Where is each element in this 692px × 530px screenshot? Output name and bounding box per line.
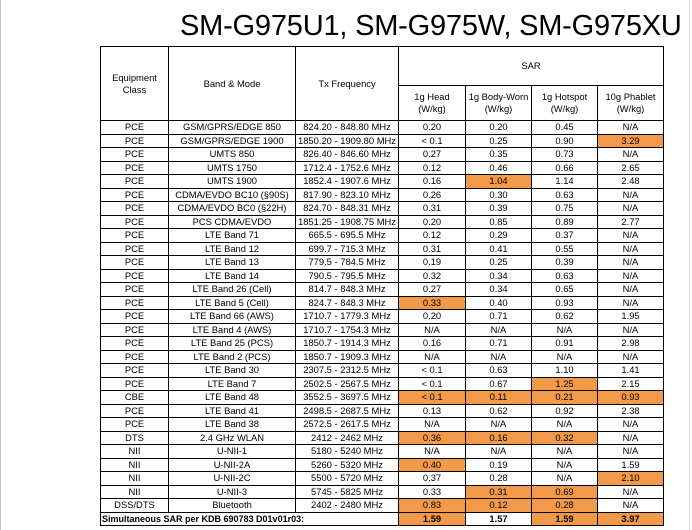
- table-row: [101, 445, 664, 459]
- hotspot-sar-cell: N/A: [532, 472, 598, 486]
- head-sar-cell: 0.83: [399, 499, 466, 513]
- head-sar-cell: N/A: [399, 418, 466, 432]
- head-sar-cell: 0.20: [399, 310, 466, 324]
- tx-frequency-cell: 1710.7 - 1779.3 MHz: [296, 310, 399, 324]
- body-worn-sar-cell: 0.31: [466, 485, 532, 499]
- equipment-class-cell: PCE: [101, 134, 169, 148]
- equipment-class-cell: PCE: [101, 296, 169, 310]
- tx-frequency-cell: 1850.7 - 1909.3 MHz: [296, 350, 399, 364]
- tx-frequency-cell: 824.70 - 848.31 MHz: [296, 202, 399, 216]
- equipment-class-cell: PCE: [101, 188, 169, 202]
- head-sar-cell: 0.31: [399, 242, 466, 256]
- table-row: [101, 404, 664, 418]
- hotspot-sar-cell: 0.75: [532, 202, 598, 216]
- page-right-edge: [689, 0, 690, 530]
- hotspot-sar-cell: 0.37: [532, 229, 598, 243]
- band-mode-cell: CDMA/EVDO BC10 (§90S): [169, 188, 296, 202]
- table-row: [101, 296, 664, 310]
- phablet-sar-cell: N/A: [598, 485, 664, 499]
- head-sar-cell: 0.33: [399, 485, 466, 499]
- hotspot-sar-cell: N/A: [532, 350, 598, 364]
- band-mode-cell: U-NII-1: [169, 445, 296, 459]
- phablet-sar-cell: 2.15: [598, 377, 664, 391]
- tx-frequency-cell: 779.5 - 784.5 MHz: [296, 256, 399, 270]
- phablet-sar-cell: 2.38: [598, 404, 664, 418]
- phablet-sar-cell: N/A: [598, 499, 664, 513]
- band-mode-cell: UMTS 1900: [169, 175, 296, 189]
- body-worn-sar-cell: 0.67: [466, 377, 532, 391]
- phablet-sar-cell: N/A: [598, 418, 664, 432]
- tx-frequency-cell: 1712.4 - 1752.6 MHz: [296, 161, 399, 175]
- tx-frequency-cell: 1852.4 - 1907.6 MHz: [296, 175, 399, 189]
- table-row: [101, 310, 664, 324]
- equipment-class-cell: PCE: [101, 229, 169, 243]
- equipment-class-cell: PCE: [101, 418, 169, 432]
- total-body-worn-sar-cell: 1.57: [466, 512, 532, 526]
- hotspot-sar-cell: 0.39: [532, 256, 598, 270]
- equipment-class-cell: PCE: [101, 269, 169, 283]
- band-mode-cell: CDMA/EVDO BC0 (§22H): [169, 202, 296, 216]
- table-row: [101, 256, 664, 270]
- equipment-class-cell: NII: [101, 472, 169, 486]
- band-mode-cell: LTE Band 7: [169, 377, 296, 391]
- hotspot-sar-cell: 0.66: [532, 161, 598, 175]
- hotspot-sar-cell: 0.69: [532, 485, 598, 499]
- band-mode-cell: UMTS 850: [169, 148, 296, 162]
- body-worn-sar-cell: 0.30: [466, 188, 532, 202]
- header-band-mode: Band & Mode: [169, 47, 296, 121]
- body-worn-sar-cell: 0.11: [466, 391, 532, 405]
- equipment-class-cell: PCE: [101, 175, 169, 189]
- band-mode-cell: LTE Band 66 (AWS): [169, 310, 296, 324]
- equipment-class-cell: DTS: [101, 431, 169, 445]
- tx-frequency-cell: 826.40 - 846.60 MHz: [296, 148, 399, 162]
- head-sar-cell: 0.37: [399, 472, 466, 486]
- table-row: [101, 121, 664, 135]
- head-sar-cell: 0.36: [399, 431, 466, 445]
- sar-table: [100, 46, 664, 526]
- head-sar-cell: 0.12: [399, 161, 466, 175]
- equipment-class-cell: PCE: [101, 121, 169, 135]
- body-worn-sar-cell: 0.35: [466, 148, 532, 162]
- head-sar-cell: 0.26: [399, 188, 466, 202]
- header-sar: SAR: [399, 47, 664, 86]
- body-worn-sar-cell: 0.71: [466, 337, 532, 351]
- tx-frequency-cell: 3552.5 - 3697.5 MHz: [296, 391, 399, 405]
- band-mode-cell: U-NII-2A: [169, 458, 296, 472]
- hotspot-sar-cell: 0.91: [532, 337, 598, 351]
- tx-frequency-cell: 1850.20 - 1909.80 MHz: [296, 134, 399, 148]
- equipment-class-cell: PCE: [101, 256, 169, 270]
- total-hotspot-sar-cell: 1.59: [532, 512, 598, 526]
- body-worn-sar-cell: 1.04: [466, 175, 532, 189]
- table-row: [101, 175, 664, 189]
- head-sar-cell: < 0.1: [399, 377, 466, 391]
- hotspot-sar-cell: N/A: [532, 458, 598, 472]
- phablet-sar-cell: 1.59: [598, 458, 664, 472]
- table-row: [101, 485, 664, 499]
- hotspot-sar-cell: 0.63: [532, 269, 598, 283]
- body-worn-sar-cell: N/A: [466, 418, 532, 432]
- phablet-sar-cell: 1.41: [598, 364, 664, 378]
- table-row: [101, 188, 664, 202]
- hotspot-sar-cell: N/A: [532, 418, 598, 432]
- phablet-sar-cell: 2.65: [598, 161, 664, 175]
- tx-frequency-cell: 817.90 - 823.10 MHz: [296, 188, 399, 202]
- head-sar-cell: N/A: [399, 323, 466, 337]
- document-title: SM-G975U1, SM-G975W, SM-G975XU: [180, 10, 682, 42]
- tx-frequency-cell: 1851.25 - 1908.75 MHz: [296, 215, 399, 229]
- phablet-sar-cell: N/A: [598, 350, 664, 364]
- band-mode-cell: GSM/GPRS/EDGE 1900: [169, 134, 296, 148]
- header-1g-head: 1g Head (W/kg): [399, 86, 466, 121]
- band-mode-cell: LTE Band 5 (Cell): [169, 296, 296, 310]
- table-row: [101, 337, 664, 351]
- tx-frequency-cell: 5260 - 5320 MHz: [296, 458, 399, 472]
- tx-frequency-cell: 5500 - 5720 MHz: [296, 472, 399, 486]
- body-worn-sar-cell: 0.46: [466, 161, 532, 175]
- body-worn-sar-cell: 0.34: [466, 269, 532, 283]
- head-sar-cell: < 0.1: [399, 391, 466, 405]
- band-mode-cell: LTE Band 2 (PCS): [169, 350, 296, 364]
- band-mode-cell: 2.4 GHz WLAN: [169, 431, 296, 445]
- phablet-sar-cell: 1.95: [598, 310, 664, 324]
- head-sar-cell: 0.32: [399, 269, 466, 283]
- band-mode-cell: PCS CDMA/EVDO: [169, 215, 296, 229]
- equipment-class-cell: PCE: [101, 242, 169, 256]
- tx-frequency-cell: 1710.7 - 1754.3 MHz: [296, 323, 399, 337]
- table-row: [101, 202, 664, 216]
- tx-frequency-cell: 2572.5 - 2617.5 MHz: [296, 418, 399, 432]
- band-mode-cell: LTE Band 38: [169, 418, 296, 432]
- hotspot-sar-cell: 1.10: [532, 364, 598, 378]
- tx-frequency-cell: 790.5 - 795.5 MHz: [296, 269, 399, 283]
- body-worn-sar-cell: 0.28: [466, 472, 532, 486]
- phablet-sar-cell: N/A: [598, 229, 664, 243]
- body-worn-sar-cell: 0.63: [466, 364, 532, 378]
- table-row: [101, 229, 664, 243]
- equipment-class-cell: PCE: [101, 404, 169, 418]
- band-mode-cell: LTE Band 71: [169, 229, 296, 243]
- head-sar-cell: 0.20: [399, 215, 466, 229]
- equipment-class-cell: PCE: [101, 364, 169, 378]
- head-sar-cell: 0.16: [399, 337, 466, 351]
- phablet-sar-cell: N/A: [598, 256, 664, 270]
- band-mode-cell: LTE Band 4 (AWS): [169, 323, 296, 337]
- tx-frequency-cell: 814.7 - 848.3 MHz: [296, 283, 399, 297]
- table-row: [101, 242, 664, 256]
- equipment-class-cell: PCE: [101, 215, 169, 229]
- table-row: [101, 215, 664, 229]
- phablet-sar-cell: N/A: [598, 148, 664, 162]
- tx-frequency-cell: 2502.5 - 2567.5 MHz: [296, 377, 399, 391]
- hotspot-sar-cell: 0.55: [532, 242, 598, 256]
- head-sar-cell: < 0.1: [399, 364, 466, 378]
- header-tx-frequency: Tx Frequency: [296, 47, 399, 121]
- body-worn-sar-cell: N/A: [466, 350, 532, 364]
- equipment-class-cell: PCE: [101, 202, 169, 216]
- page-left-edge: [0, 0, 1, 530]
- head-sar-cell: 0.20: [399, 121, 466, 135]
- hotspot-sar-cell: 0.90: [532, 134, 598, 148]
- equipment-class-cell: NII: [101, 458, 169, 472]
- equipment-class-cell: DSS/DTS: [101, 499, 169, 513]
- tx-frequency-cell: 699.7 - 715.3 MHz: [296, 242, 399, 256]
- table-row: [101, 418, 664, 432]
- hotspot-sar-cell: 0.28: [532, 499, 598, 513]
- table-row: [101, 499, 664, 513]
- phablet-sar-cell: N/A: [598, 445, 664, 459]
- equipment-class-cell: PCE: [101, 350, 169, 364]
- tx-frequency-cell: 824.7 - 848.3 MHz: [296, 296, 399, 310]
- band-mode-cell: LTE Band 30: [169, 364, 296, 378]
- head-sar-cell: 0.27: [399, 148, 466, 162]
- band-mode-cell: LTE Band 48: [169, 391, 296, 405]
- phablet-sar-cell: 2.98: [598, 337, 664, 351]
- body-worn-sar-cell: N/A: [466, 445, 532, 459]
- table-row: [101, 458, 664, 472]
- hotspot-sar-cell: 0.93: [532, 296, 598, 310]
- phablet-sar-cell: 2.48: [598, 175, 664, 189]
- phablet-sar-cell: 3.29: [598, 134, 664, 148]
- tx-frequency-cell: 2402 - 2480 MHz: [296, 499, 399, 513]
- hotspot-sar-cell: 0.65: [532, 283, 598, 297]
- simultaneous-sar-row: [101, 512, 664, 526]
- table-row: [101, 148, 664, 162]
- table-row: [101, 134, 664, 148]
- equipment-class-cell: PCE: [101, 377, 169, 391]
- table-row: [101, 283, 664, 297]
- table-row: [101, 391, 664, 405]
- tx-frequency-cell: 2498.5 - 2687.5 MHz: [296, 404, 399, 418]
- equipment-class-cell: PCE: [101, 337, 169, 351]
- head-sar-cell: N/A: [399, 350, 466, 364]
- tx-frequency-cell: 2412 - 2462 MHz: [296, 431, 399, 445]
- table-row: [101, 377, 664, 391]
- body-worn-sar-cell: 0.71: [466, 310, 532, 324]
- body-worn-sar-cell: 0.20: [466, 121, 532, 135]
- phablet-sar-cell: N/A: [598, 121, 664, 135]
- body-worn-sar-cell: 0.62: [466, 404, 532, 418]
- equipment-class-cell: CBE: [101, 391, 169, 405]
- tx-frequency-cell: 5180 - 5240 MHz: [296, 445, 399, 459]
- body-worn-sar-cell: 0.19: [466, 458, 532, 472]
- phablet-sar-cell: N/A: [598, 283, 664, 297]
- body-worn-sar-cell: 0.12: [466, 499, 532, 513]
- body-worn-sar-cell: 0.85: [466, 215, 532, 229]
- hotspot-sar-cell: N/A: [532, 323, 598, 337]
- band-mode-cell: UMTS 1750: [169, 161, 296, 175]
- band-mode-cell: LTE Band 14: [169, 269, 296, 283]
- equipment-class-cell: PCE: [101, 310, 169, 324]
- tx-frequency-cell: 665.5 - 695.5 MHz: [296, 229, 399, 243]
- hotspot-sar-cell: 0.89: [532, 215, 598, 229]
- tx-frequency-cell: 824.20 - 848.80 MHz: [296, 121, 399, 135]
- equipment-class-cell: PCE: [101, 323, 169, 337]
- phablet-sar-cell: 2.10: [598, 472, 664, 486]
- body-worn-sar-cell: 0.41: [466, 242, 532, 256]
- table-row: [101, 323, 664, 337]
- equipment-class-cell: NII: [101, 485, 169, 499]
- simultaneous-sar-label: Simultaneous SAR per KDB 690783 D01v01r03:: [101, 512, 399, 526]
- band-mode-cell: U-NII-2C: [169, 472, 296, 486]
- body-worn-sar-cell: 0.29: [466, 229, 532, 243]
- body-worn-sar-cell: 0.40: [466, 296, 532, 310]
- table-row: [101, 161, 664, 175]
- table-row: [101, 269, 664, 283]
- head-sar-cell: N/A: [399, 445, 466, 459]
- band-mode-cell: LTE Band 26 (Cell): [169, 283, 296, 297]
- head-sar-cell: 0.19: [399, 256, 466, 270]
- equipment-class-cell: PCE: [101, 161, 169, 175]
- body-worn-sar-cell: N/A: [466, 323, 532, 337]
- hotspot-sar-cell: 1.25: [532, 377, 598, 391]
- head-sar-cell: 0.27: [399, 283, 466, 297]
- table-row: [101, 472, 664, 486]
- total-head-sar-cell: 1.59: [399, 512, 466, 526]
- header-10g-phablet: 10g Phablet (W/kg): [598, 86, 664, 121]
- total-phablet-sar-cell: 3.97: [598, 512, 664, 526]
- phablet-sar-cell: N/A: [598, 296, 664, 310]
- head-sar-cell: 0.16: [399, 175, 466, 189]
- hotspot-sar-cell: 0.63: [532, 188, 598, 202]
- equipment-class-cell: PCE: [101, 283, 169, 297]
- hotspot-sar-cell: 1.14: [532, 175, 598, 189]
- band-mode-cell: LTE Band 25 (PCS): [169, 337, 296, 351]
- band-mode-cell: LTE Band 13: [169, 256, 296, 270]
- table-row: [101, 431, 664, 445]
- head-sar-cell: 0.31: [399, 202, 466, 216]
- tx-frequency-cell: 1850.7 - 1914.3 MHz: [296, 337, 399, 351]
- equipment-class-cell: NII: [101, 445, 169, 459]
- tx-frequency-cell: 2307.5 - 2312.5 MHz: [296, 364, 399, 378]
- hotspot-sar-cell: 0.73: [532, 148, 598, 162]
- phablet-sar-cell: N/A: [598, 431, 664, 445]
- body-worn-sar-cell: 0.39: [466, 202, 532, 216]
- hotspot-sar-cell: 0.21: [532, 391, 598, 405]
- sar-table-body: [101, 121, 664, 526]
- head-sar-cell: 0.12: [399, 229, 466, 243]
- head-sar-cell: 0.40: [399, 458, 466, 472]
- head-sar-cell: 0.13: [399, 404, 466, 418]
- band-mode-cell: U-NII-3: [169, 485, 296, 499]
- hotspot-sar-cell: 0.92: [532, 404, 598, 418]
- phablet-sar-cell: N/A: [598, 323, 664, 337]
- band-mode-cell: GSM/GPRS/EDGE 850: [169, 121, 296, 135]
- band-mode-cell: LTE Band 12: [169, 242, 296, 256]
- phablet-sar-cell: N/A: [598, 188, 664, 202]
- header-1g-body-worn: 1g Body-Worn (W/kg): [466, 86, 532, 121]
- equipment-class-cell: PCE: [101, 148, 169, 162]
- body-worn-sar-cell: 0.25: [466, 134, 532, 148]
- phablet-sar-cell: N/A: [598, 242, 664, 256]
- band-mode-cell: LTE Band 41: [169, 404, 296, 418]
- head-sar-cell: 0.33: [399, 296, 466, 310]
- hotspot-sar-cell: 0.32: [532, 431, 598, 445]
- phablet-sar-cell: N/A: [598, 202, 664, 216]
- hotspot-sar-cell: 0.62: [532, 310, 598, 324]
- phablet-sar-cell: N/A: [598, 269, 664, 283]
- head-sar-cell: < 0.1: [399, 134, 466, 148]
- hotspot-sar-cell: 0.45: [532, 121, 598, 135]
- phablet-sar-cell: 2.77: [598, 215, 664, 229]
- header-equipment-class: Equipment Class: [101, 47, 169, 121]
- header-1g-hotspot: 1g Hotspot (W/kg): [532, 86, 598, 121]
- body-worn-sar-cell: 0.25: [466, 256, 532, 270]
- band-mode-cell: Bluetooth: [169, 499, 296, 513]
- table-row: [101, 364, 664, 378]
- body-worn-sar-cell: 0.16: [466, 431, 532, 445]
- phablet-sar-cell: 0.93: [598, 391, 664, 405]
- table-row: [101, 350, 664, 364]
- body-worn-sar-cell: 0.34: [466, 283, 532, 297]
- tx-frequency-cell: 5745 - 5825 MHz: [296, 485, 399, 499]
- hotspot-sar-cell: N/A: [532, 445, 598, 459]
